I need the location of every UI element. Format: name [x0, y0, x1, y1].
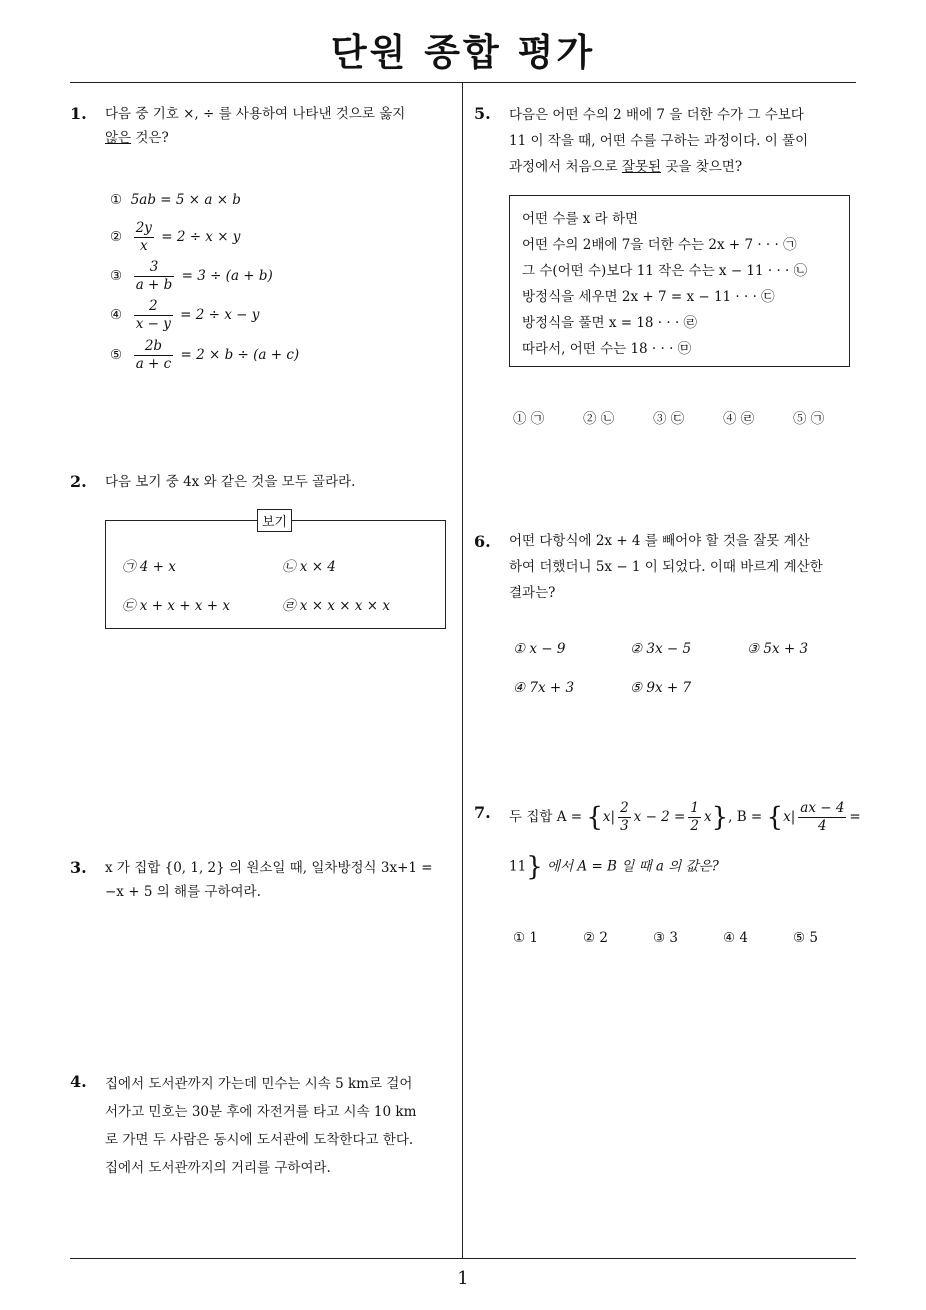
option-mark: ③ [110, 268, 123, 284]
option-4[interactable]: ④ ㉣ [723, 411, 755, 427]
question-line [105, 126, 455, 150]
question-line: 결과는? [509, 585, 556, 601]
brace-close: } [526, 852, 543, 882]
option-3[interactable] [110, 259, 273, 294]
solution-line: 방정식을 세우면 2x + 7 = x − 11 · · · ㉢ [522, 289, 775, 305]
option-5[interactable]: ⑤ 5 [793, 930, 818, 946]
option-3[interactable]: ③ ㉢ [653, 411, 685, 427]
fraction [688, 800, 701, 835]
option-expression: = 3 ÷ (a + b) [181, 268, 273, 284]
option-mark: ① [110, 192, 123, 208]
option-5[interactable]: ⑤ ㉠ [793, 411, 825, 427]
option-expression: = 2 × b ÷ (a + c) [180, 347, 300, 363]
set-builder-var: x| [602, 809, 616, 825]
question-number: 7. [474, 803, 491, 822]
question-text: 다음 보기 중 4x 와 같은 것을 모두 골라라. [105, 474, 356, 490]
numerator: ax − 4 [800, 800, 845, 816]
solution-line: 그 수(어떤 수)보다 11 작은 수는 x − 11 · · · ㉡ [522, 263, 808, 279]
question-number: 3. [70, 858, 87, 877]
question-line [509, 852, 719, 882]
bottom-rule [70, 1258, 856, 1259]
fraction [134, 338, 174, 373]
option-mark: ② [110, 229, 123, 245]
numerator: 3 [134, 259, 175, 277]
question-line: x 가 집합 {0, 1, 2} 의 원소일 때, 일차방정식 3x+1 = [105, 860, 433, 876]
option-expression: 5ab = 5 × a × b [130, 192, 241, 208]
option-2[interactable]: ② 2 [583, 930, 608, 946]
question-line: 집에서 도서관까지 가는데 민수는 시속 5 km로 걸어 [105, 1076, 413, 1092]
example-item: ㉡ x × 4 [282, 559, 336, 575]
option-3[interactable]: ③ 3 [653, 930, 678, 946]
option-5[interactable]: ⑤ 9x + 7 [630, 680, 692, 696]
denominator: a + b [135, 277, 173, 293]
question-text [105, 102, 455, 150]
option-2[interactable]: ② 3x − 5 [630, 641, 692, 657]
question-line: 11 이 작을 때, 어떤 수를 구하는 과정이다. 이 풀이 [509, 133, 809, 149]
option-3[interactable]: ③ 5x + 3 [747, 641, 809, 657]
option-1[interactable]: ① 1 [513, 930, 538, 946]
set-b-prefix: , B = [728, 809, 763, 825]
option-mark: ⑤ [110, 347, 123, 363]
column-divider [462, 83, 463, 1258]
numerator: 2b [134, 338, 174, 356]
question-text [105, 856, 457, 904]
brace-open: { [766, 802, 784, 833]
numerator: 2y [135, 220, 152, 236]
option-2[interactable] [110, 220, 240, 255]
denominator: 4 [818, 818, 827, 834]
fraction [134, 220, 154, 255]
question-line: 다음은 어떤 수의 2 배에 7 을 더한 수가 그 수보다 [509, 107, 804, 123]
solution-line: 따라서, 어떤 수는 18 · · · ㉤ [522, 341, 692, 357]
question-line [509, 154, 859, 180]
question-text [509, 102, 859, 180]
option-1[interactable] [110, 192, 241, 208]
solution-line: 방정식을 풀면 x = 18 · · · ㉣ [522, 315, 698, 331]
underlined-word: 잘못된 [621, 159, 662, 175]
denominator: 3 [620, 818, 629, 834]
numerator: 2 [620, 800, 629, 816]
set-a-expression: x − 2 = [633, 809, 686, 825]
question-line: 서가고 민호는 30분 후에 자전거를 타고 시속 10 km [105, 1104, 417, 1120]
fraction [798, 800, 846, 835]
question-number: 1. [70, 104, 87, 123]
option-expression: = 2 ÷ x × y [161, 229, 241, 245]
fraction [134, 259, 175, 294]
question-line: 어떤 다항식에 2x + 4 를 빼어야 할 것을 잘못 계산 [509, 533, 810, 549]
question-line: 집에서 도서관까지의 거리를 구하여라. [105, 1160, 331, 1176]
question-line-pre: 과정에서 처음으로 [509, 159, 622, 175]
top-rule [70, 82, 856, 83]
option-2[interactable]: ② ㉡ [583, 411, 615, 427]
example-item: ㉢ x + x + x + x [122, 598, 230, 614]
question-line: −x + 5 의 해를 구하여라. [105, 884, 261, 900]
question-line [509, 800, 861, 835]
option-1[interactable]: ① x − 9 [513, 641, 566, 657]
set-a-prefix: 두 집합 A = [509, 809, 583, 825]
question-line: 다음 중 기호 ×, ÷ 를 사용하여 나타낸 것으로 옳지 [105, 106, 406, 122]
numerator: 2 [134, 298, 173, 316]
question-line: 로 가면 두 사람은 동시에 도서관에 도착한다고 한다. [105, 1132, 414, 1148]
option-4[interactable]: ④ 4 [723, 930, 748, 946]
option-expression: = 2 ÷ x − y [180, 307, 260, 323]
question-number: 5. [474, 104, 491, 123]
numerator: 1 [690, 800, 699, 816]
set-b-value: 11 [509, 858, 527, 875]
set-builder-var: x| [783, 809, 796, 825]
option-5[interactable] [110, 338, 299, 373]
option-mark: ④ [110, 307, 123, 323]
set-a-expression-end: x [703, 809, 712, 825]
brace-open: { [586, 802, 603, 833]
question-text [509, 528, 861, 606]
question-text [105, 1070, 457, 1182]
example-item: ㉠ 4 + x [122, 559, 176, 575]
option-4[interactable]: ④ 7x + 3 [513, 680, 575, 696]
option-1[interactable]: ① ㉠ [513, 411, 545, 427]
brace-close: } [711, 802, 729, 833]
page-title: 단원 종합 평가 [330, 31, 596, 74]
denominator: 2 [690, 818, 699, 834]
underlined-word: 않은 [105, 130, 132, 146]
denominator: x − y [135, 316, 171, 332]
equals-sign: = [849, 809, 861, 825]
solution-line: 어떤 수를 x 라 하면 [522, 211, 639, 227]
fraction [618, 800, 631, 835]
question-number: 6. [474, 532, 491, 551]
denominator: a + c [135, 356, 172, 372]
question-line-rest: 에서 A = B 일 때 a 의 값은? [547, 858, 719, 875]
option-4[interactable] [110, 298, 259, 333]
question-line: 하여 더했더니 5x − 1 이 되었다. 이때 바르게 계산한 [509, 559, 823, 575]
solution-line: 어떤 수의 2배에 7을 더한 수는 2x + 7 · · · ㉠ [522, 237, 797, 253]
example-item: ㉣ x × x × x × x [282, 598, 390, 614]
question-number: 2. [70, 472, 87, 491]
page-number: 1 [457, 1268, 469, 1289]
fraction [134, 298, 173, 333]
question-line-post: 곳을 찾으면? [661, 159, 743, 175]
question-number: 4. [70, 1072, 87, 1091]
question-line-rest: 것은? [131, 130, 169, 146]
example-box-label: 보기 [257, 509, 292, 532]
denominator: x [140, 238, 148, 254]
